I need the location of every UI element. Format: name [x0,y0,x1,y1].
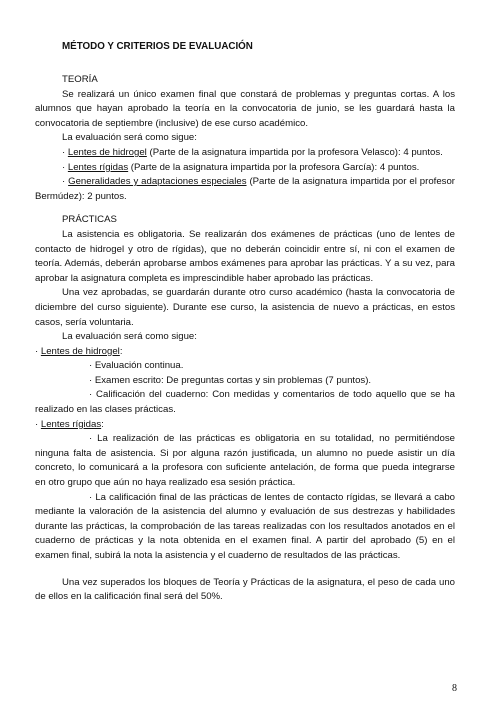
teoria-item-generalidades [35,175,455,204]
practicas-rigidas-name: Lentes rígidas [40,418,102,430]
closing-paragraph: Una vez superados los bloques de Teoría y Prácticas de la asignatura, el peso de cada uno de ellos en la calificación final será del 50%. [35,576,455,603]
page-number: 8 [452,683,457,694]
bullet: · [62,176,69,188]
rigidas-item: · La calificación final de las prácticas de lentes de contacto rígidas, se llevará a cabo mediante la valoración de la asistencia del alumno y evaluación de sus destrezas y habilidades durante las prácticas, la comprobación de las tareas realizadas con los resultados anotados en el cuaderno de prácticas y la nota obtenida en el examen final. A partir del aprobado (5) en el examen final, subirá la nota la asistencia y el cuaderno de resultados de las prácticas. [35,491,455,561]
hidrogel-item: · Examen escrito: De preguntas cortas y sin problemas (7 puntos). [89,374,372,386]
bullet: · [35,418,41,430]
section-title: MÉTODO Y CRITERIOS DE EVALUACIÓN [62,41,253,52]
rigidas-item: · La realización de las prácticas es obligatoria en su totalidad, no permitiéndose ninguna falta de asistencia. Si por alguna razón justificada, un alumno no puede asistir un día concreto, lo comunicará a la profesora con suficiente antelación, de forma que pueda integrarse en otro grupo que aún no haya realizado esa sesión práctica. [35,433,455,489]
bullet: · [62,161,68,173]
practicas-heading: PRÁCTICAS [62,214,117,226]
teoria-item-text: (Parte de la asignatura impartida por la profesora Velasco): 4 puntos. [146,146,443,158]
colon: : [119,345,123,357]
document-page [35,40,455,605]
practicas-eval-intro: La evaluación será como sigue: [62,331,197,343]
teoria-item-name: Generalidades y adaptaciones especiales [68,176,247,188]
bullet: · [62,146,68,158]
teoria-item-name: Lentes de hidrogel [67,146,147,158]
bullet: · [35,345,41,357]
teoria-item-name: Lentes rígidas [67,161,129,173]
practicas-hidrogel-label [35,345,455,360]
practicas-p1: La asistencia es obligatoria. Se realizarán dos exámenes de prácticas (uno de lentes de contacto de hidrogel y otro de rígidas), que no deberán coincidir entre sí, ni con el examen de teoría. Además, deberán aprobarse ambos exámenes para aprobar las prácticas. Y a su vez, para aprobar la asignatura completa es imprescindible haber aprobado las prácticas. [35,228,455,284]
practicas-hidrogel-name: Lentes de hidrogel [40,345,120,357]
teoria-heading: TEORÍA [62,74,98,85]
colon: : [101,418,104,430]
hidrogel-item: · Calificación del cuaderno: Con medidas y comentarios de todo aquello que se ha realizado en las clases prácticas. [35,389,455,416]
hidrogel-item: · Evaluación continua. [89,360,184,372]
teoria-item-hidrogel [35,146,455,161]
practicas-rigidas-label [35,418,455,433]
teoria-eval-intro: La evaluación será como sigue: [62,132,197,144]
teoria-item-text: (Parte de la asignatura impartida por el profesor Bermúdez): 2 puntos. [35,176,455,202]
teoria-item-rigidas [35,161,455,176]
practicas-p2: Una vez aprobadas, se guardarán durante otro curso académico (hasta la convocatoria de diciembre del curso siguiente). Durante ese curso, la asistencia de nuevo a prácticas, en estos casos, sería voluntaria. [35,287,455,328]
teoria-intro: Se realizará un único examen final que constará de problemas y preguntas cortas. A los alumnos que hayan aprobado la teoría en la convocatoria de junio, se les guardará hasta la convocatoria de septiembre (inclusive) de ese curso académico. [35,88,455,129]
teoria-item-text: (Parte de la asignatura impartida por la profesora García): 4 puntos. [128,161,420,173]
